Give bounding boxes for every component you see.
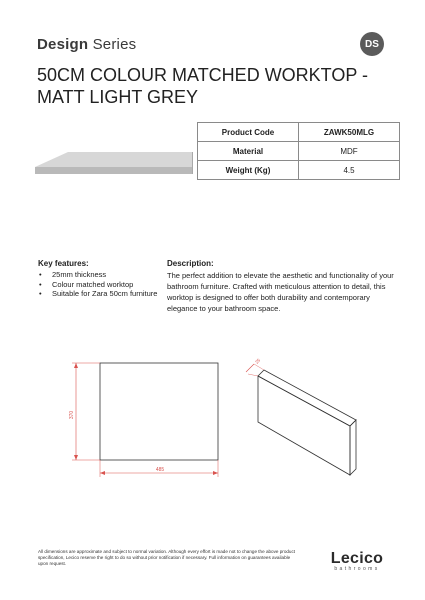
spec-row <box>198 142 400 161</box>
iso-top-face <box>258 370 356 426</box>
product-title <box>37 64 397 108</box>
isometric-drawing <box>240 358 365 483</box>
width-label: 485 <box>155 467 165 473</box>
thickness-extension-b <box>254 364 264 370</box>
spec-value: 4.5 <box>299 161 400 180</box>
spec-label: Material <box>198 142 299 161</box>
key-features-heading: Key features: <box>38 259 89 268</box>
arrow-right-icon <box>213 471 218 475</box>
iso-front-face <box>258 376 350 475</box>
key-features-list <box>38 270 158 299</box>
worktop-side-edge <box>192 152 193 174</box>
brand-logo <box>322 550 392 572</box>
series-heading-rest: Series <box>92 36 137 53</box>
spec-table <box>197 122 400 180</box>
list-item: • 25mm thickness <box>38 270 158 280</box>
series-heading <box>37 36 136 53</box>
spec-value: ZAWK50MLG <box>299 123 400 142</box>
arrow-up-icon <box>74 363 78 368</box>
list-item: • Suitable for Zara 50cm furniture <box>38 289 158 299</box>
spec-label: Product Code <box>198 123 299 142</box>
arrow-down-icon <box>74 455 78 460</box>
thickness-extension-a <box>248 374 258 376</box>
worktop-image <box>30 140 195 190</box>
brand-logo-sub: bathrooms <box>334 566 380 572</box>
thickness-dimension-line <box>246 364 254 372</box>
spec-value: MDF <box>299 142 400 161</box>
iso-side-face <box>350 420 356 475</box>
list-item: • Colour matched worktop <box>38 280 158 290</box>
series-badge: DS <box>360 32 384 56</box>
front-view-outline <box>100 363 218 460</box>
thickness-label: 25 <box>254 358 262 365</box>
product-title-line1: 50CM COLOUR MATCHED WORKTOP - <box>37 65 369 85</box>
footer-disclaimer: All dimensions are approximate and subject to normal variation. Although every effort is made not to change the above product specification, Lecico reserve the right to do so without prior notification if necessary. Full information on guarantees available upon request. <box>38 549 296 566</box>
description-body: The perfect addition to elevate the aesthetic and functionality of your bathroom furniture. Crafted with meticulous attention to detail, this worktop is designed to offer both durability and contemporary elegance to your bathroom space. <box>167 271 394 313</box>
brand-logo-main: Lecico <box>330 550 384 567</box>
spec-row <box>198 123 400 142</box>
arrow-left-icon <box>100 471 105 475</box>
worktop-front-edge <box>35 167 192 174</box>
product-title-line2: MATT LIGHT GREY <box>37 87 199 107</box>
worktop-top-face <box>35 152 192 167</box>
description-heading: Description: <box>167 259 214 268</box>
spec-row <box>198 161 400 180</box>
height-label: 370 <box>69 410 75 420</box>
spec-label: Weight (Kg) <box>198 161 299 180</box>
front-view-drawing <box>60 355 235 485</box>
series-heading-bold: Design <box>37 36 89 53</box>
